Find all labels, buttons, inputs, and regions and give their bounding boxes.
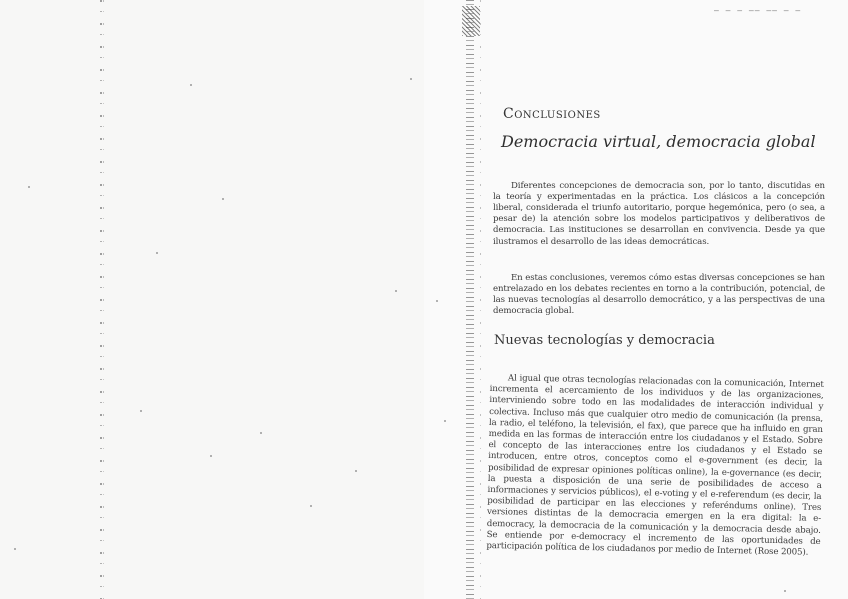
body-paragraph: Diferentes concepciones de democracia son, por lo tanto, discutidas en la teoría y experimentadas en la práctica. Los clásicos a la concepción liberal, considerada el triunfo autoritario, porque hegemónica, pero (o sea, a pesar de) la atención sobre los modelos participativos y deliberativos de democracia. Las instituciones se desarrollan en convivencia. Desde ya que ilustramos el desarrollo de las ideas democráticas. [493,180,825,247]
scan-speck [156,252,158,254]
scan-artifact-line [103,0,104,599]
right-page [424,0,848,599]
scan-speck [222,198,224,200]
scan-speck [190,84,192,86]
scan-speck [260,432,262,434]
scan-speck [410,78,412,80]
scan-speck [784,590,786,592]
chapter-title: Conclusiones [503,106,601,122]
body-paragraph: En estas conclusiones, veremos cómo estas diversas concepciones se han entrelazado en los debates recientes en torno a la contribución, potencial, de las nuevas tecnologías al desarrollo democrático, y a las perspectivas de una democracia global. [493,272,825,317]
body-paragraph: Al igual que otras tecnologías relacionadas con la comunicación, Internet incrementa el acercamiento de los individuos y de las organizaciones, interviniendo sobre todo en las modalidades de interacción individual y colectiva. Incluso más que cualquier otro medio de comunicación (la prensa, la radio, el teléfono, la televisión, el fax), que parece que ha influido en gran medida en las formas de interacción entre los ciudadanos y el Estado. Sobre el concepto de las interacciones entre los ciudadanos y el Estado se introducen, entre otros, conceptos como el e-government (es decir, la posibilidad de expresar opiniones políticas online), la e-governance (es decir, la puesta a disposición de una serie de posibilidades de acceso a informaciones y servicios públicos), el e-voting y el e-referendum (es decir, la posibilidad de participar en las elecciones y referéndums online). Tres versiones distintas de la democracia emergen en la era digital: la e-democracy, la democracia de la comunicación y la democracia desde abajo. Se entiende por e-democracy el incremento de las oportunidades de participación política de los ciudadanos por medio de Internet (Rose 2005). [486,372,824,558]
scan-artifact-line [480,0,481,599]
binding-edge [466,0,474,599]
section-heading: Nuevas tecnologías y democracia [494,333,715,348]
scan-speck [28,186,30,188]
chapter-subtitle: Democracia virtual, democracia global [501,132,816,151]
scan-speck [14,548,16,550]
scan-speck [355,470,357,472]
running-header: — — — —— —— — — [714,6,802,15]
scan-speck [436,300,438,302]
scan-speck [140,410,142,412]
scan-speck [310,505,312,507]
scan-speck [444,420,446,422]
scan-artifact-line [100,0,102,599]
scan-speck [210,455,212,457]
scan-speck [395,290,397,292]
